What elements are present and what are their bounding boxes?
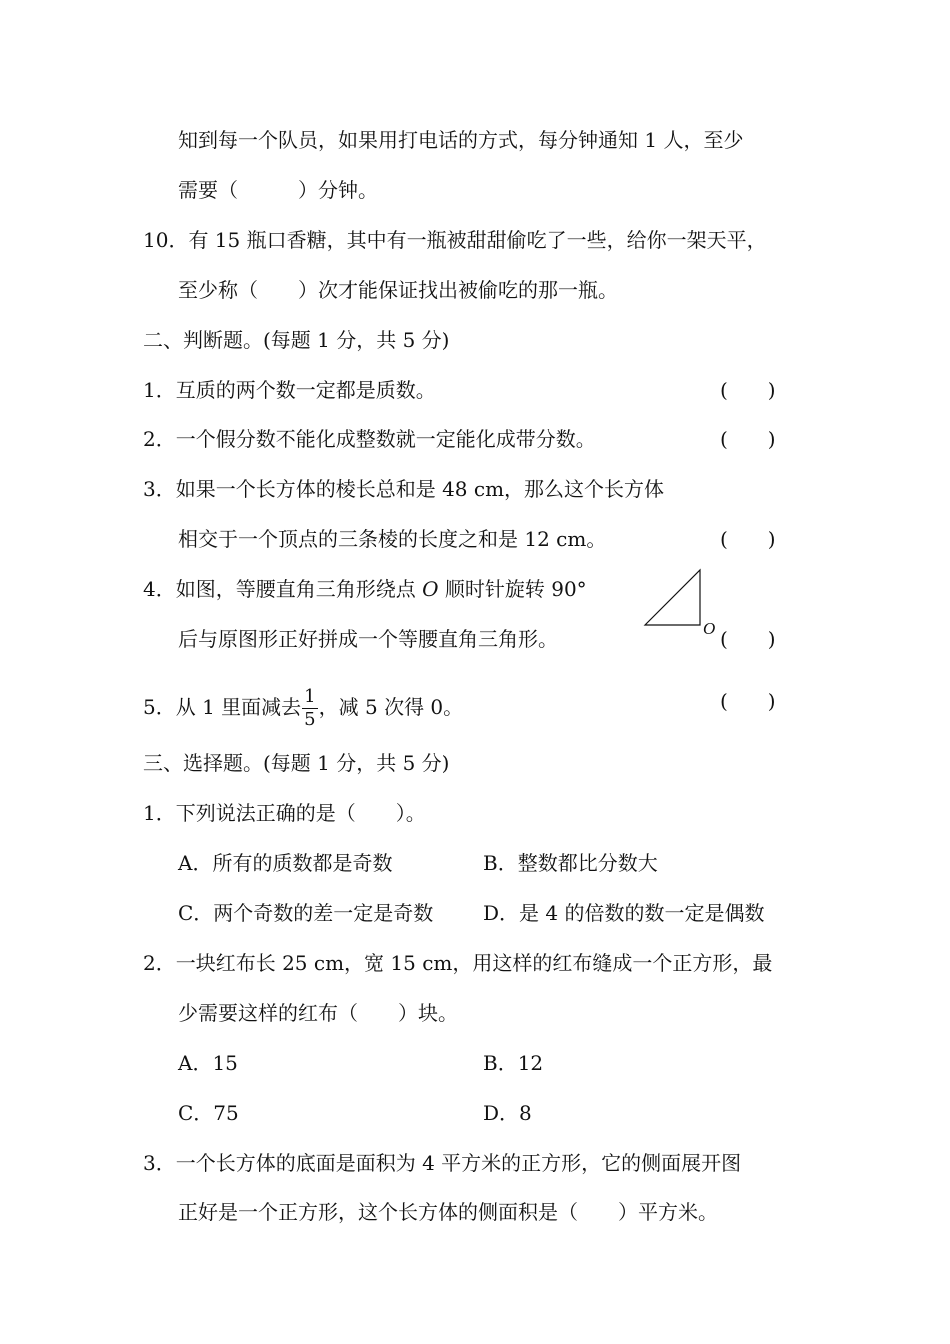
judge-item-4-line2: 后与原图形正好拼成一个等腰直角三角形。 (178, 627, 558, 651)
judge-item-1: 1．互质的两个数一定都是质数。 (143, 378, 436, 402)
judge-answer-3[interactable]: ( ) (720, 527, 776, 551)
choice-q1-option-b[interactable]: B．整数都比分数大 (483, 851, 658, 875)
judge-item-3-line2: 相交于一个顶点的三条棱的长度之和是 12 cm。 (178, 527, 607, 551)
judge-item-5 (143, 686, 463, 731)
choice-q1-option-c[interactable]: C．两个奇数的差一定是奇数 (178, 901, 434, 925)
triangle-vertex-o: O (703, 619, 716, 638)
judge-answer-5[interactable]: ( ) (720, 689, 776, 713)
q10-line1: 10．有 15 瓶口香糖，其中有一瓶被甜甜偷吃了一些，给你一架天平， (143, 228, 767, 252)
choice-q2-option-a[interactable]: A．15 (178, 1051, 238, 1075)
choice-q2-line1: 2．一块红布长 25 cm，宽 15 cm，用这样的红布缝成一个正方形，最 (143, 951, 773, 975)
fraction-denominator: 5 (304, 709, 316, 730)
judge-answer-4[interactable]: ( ) (720, 627, 776, 651)
fraction-one-fifth (302, 686, 317, 731)
judge-item-5-prefix: 5．从 1 里面减去 (143, 695, 302, 719)
choice-q2-line2: 少需要这样的红布（ ）块。 (178, 1001, 458, 1025)
judge-item-4-line1 (143, 576, 587, 602)
judge-item-4-text-b: 顺时针旋转 90° (438, 577, 587, 601)
right-triangle-figure (640, 565, 720, 640)
choice-q1-stem: 1．下列说法正确的是（ ）。 (143, 801, 426, 825)
q9-line1: 知到每一个队员，如果用打电话的方式，每分钟通知 1 人，至少 (178, 128, 744, 152)
q10-line2: 至少称（ ）次才能保证找出被偷吃的那一瓶。 (178, 278, 618, 302)
judge-answer-2[interactable]: ( ) (720, 427, 776, 451)
choice-q3-line2: 正好是一个正方形，这个长方体的侧面积是（ ）平方米。 (178, 1200, 718, 1224)
judge-item-3-line1: 3．如果一个长方体的棱长总和是 48 cm，那么这个长方体 (143, 477, 665, 501)
q9-line2: 需要（ ）分钟。 (178, 178, 378, 202)
choice-q3-line1: 3．一个长方体的底面是面积为 4 平方米的正方形，它的侧面展开图 (143, 1151, 742, 1175)
judge-heading: 二、判断题。(每题 1 分，共 5 分) (143, 328, 450, 352)
judge-answer-1[interactable]: ( ) (720, 378, 776, 402)
choice-q2-option-c[interactable]: C．75 (178, 1101, 239, 1125)
triangle-shape (645, 570, 700, 625)
judge-item-2: 2．一个假分数不能化成整数就一定能化成带分数。 (143, 427, 596, 451)
choice-heading: 三、选择题。(每题 1 分，共 5 分) (143, 751, 450, 775)
choice-q2-option-b[interactable]: B．12 (483, 1051, 544, 1075)
point-o-label: O (422, 577, 439, 601)
fraction-numerator: 1 (304, 686, 316, 707)
choice-q1-option-a[interactable]: A．所有的质数都是奇数 (178, 851, 393, 875)
choice-q1-option-d[interactable]: D．是 4 的倍数的数一定是偶数 (483, 901, 765, 925)
judge-item-5-suffix: ，减 5 次得 0。 (318, 695, 464, 719)
judge-item-4-text-a: 4．如图，等腰直角三角形绕点 (143, 577, 423, 601)
choice-q2-option-d[interactable]: D．8 (483, 1101, 532, 1125)
